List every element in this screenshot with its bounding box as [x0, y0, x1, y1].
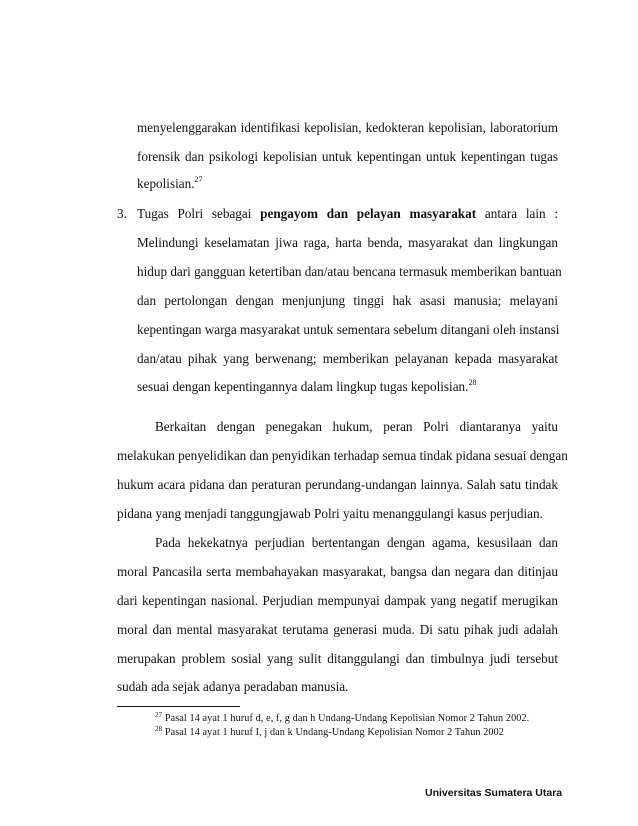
- footnote-27-text: Pasal 14 ayat 1 huruf d, e, f, g dan h Undang-Undang Kepolisian Nomor 2 Tahun 2002.: [164, 713, 530, 724]
- item2-line-1: menyelenggarakan identifikasi kepolisian, kedokteran kepolisian, laboratorium: [137, 120, 558, 135]
- item3-line-1-bold: pengayom dan pelayan masyarakat: [260, 206, 477, 221]
- item2-line-2: forensik dan psikologi kepolisian untuk kepentingan untuk kepentingan tugas: [137, 149, 558, 164]
- item2-line-3-text: kepolisian.: [137, 176, 195, 191]
- para2-line-4: moral dan mental masyarakat terutama generasi muda. Di satu pihak judi adalah: [117, 622, 558, 637]
- para2-line-3: dari kepentingan nasional. Perjudian mempunyai dampak yang negatif merugikan: [117, 593, 558, 608]
- footnote-ref-27[interactable]: 27: [194, 175, 203, 184]
- item3-line-2: Melindungi keselamatan jiwa raga, harta benda, masyarakat dan lingkungan: [137, 235, 558, 250]
- para1-line-3: hukum acara pidana dan peraturan perundang-undangan lainnya. Salah satu tindak: [117, 477, 558, 492]
- item3-line-7-text: sesuai dengan kepentingannya dalam lingkup tugas kepolisian.: [137, 379, 469, 394]
- item3-line-1: [137, 206, 558, 222]
- para2-line-6: sudah ada sejak adanya peradaban manusia.: [117, 679, 349, 694]
- footnote-ref-28[interactable]: 28: [468, 378, 477, 387]
- item3-line-1-pre: Tugas Polri sebagai: [137, 206, 252, 221]
- footnote-28-number: 28: [155, 725, 163, 733]
- footnote-28-text: Pasal 14 ayat 1 huruf I, j dan k Undang-Undang Kepolisian Nomor 2 Tahun 2002: [164, 727, 505, 738]
- item2-line-3: [137, 176, 558, 192]
- para1-line-2: melakukan penyelidikan dan penyidikan terhadap semua tindak pidana sesuai dengan: [117, 448, 568, 463]
- item3-number: 3.: [117, 206, 127, 221]
- item3-line-4: dan pertolongan dengan menjunjung tinggi hak asasi manusia; melayani: [137, 293, 558, 308]
- para2-line-2: moral Pancasila serta membahayakan masyarakat, bangsa dan negara dan ditinjau: [117, 564, 558, 579]
- item3-line-1-post: antara lain :: [484, 206, 558, 221]
- para1-line-4: pidana yang menjadi tanggungjawab Polri yaitu menanggulangi kasus perjudian.: [117, 506, 543, 521]
- item3-line-3: hidup dari gangguan ketertiban dan/atau bencana termasuk memberikan bantuan: [137, 264, 562, 279]
- item3-line-5: kepentingan warga masyarakat untuk sementara sebelum ditangani oleh instansi: [137, 322, 560, 337]
- item3-line-7: [137, 379, 558, 395]
- footnote-28: [155, 726, 504, 739]
- para1-line-1: Berkaitan dengan penegakan hukum, peran Polri diantaranya yaitu: [155, 419, 558, 434]
- footnote-separator: [117, 706, 240, 707]
- footnote-27: [155, 712, 529, 725]
- university-footer: Universitas Sumatera Utara: [425, 787, 563, 799]
- para2-line-1: Pada hekekatnya perjudian bertentangan dengan agama, kesusilaan dan: [155, 535, 558, 550]
- item3-line-6: dan/atau pihak yang berwenang; memberikan pelayanan kepada masyarakat: [137, 351, 558, 366]
- para2-line-5: merupakan problem sosial yang sulit ditanggulangi dan timbulnya judi tersebut: [117, 651, 558, 666]
- footnote-27-number: 27: [155, 711, 163, 719]
